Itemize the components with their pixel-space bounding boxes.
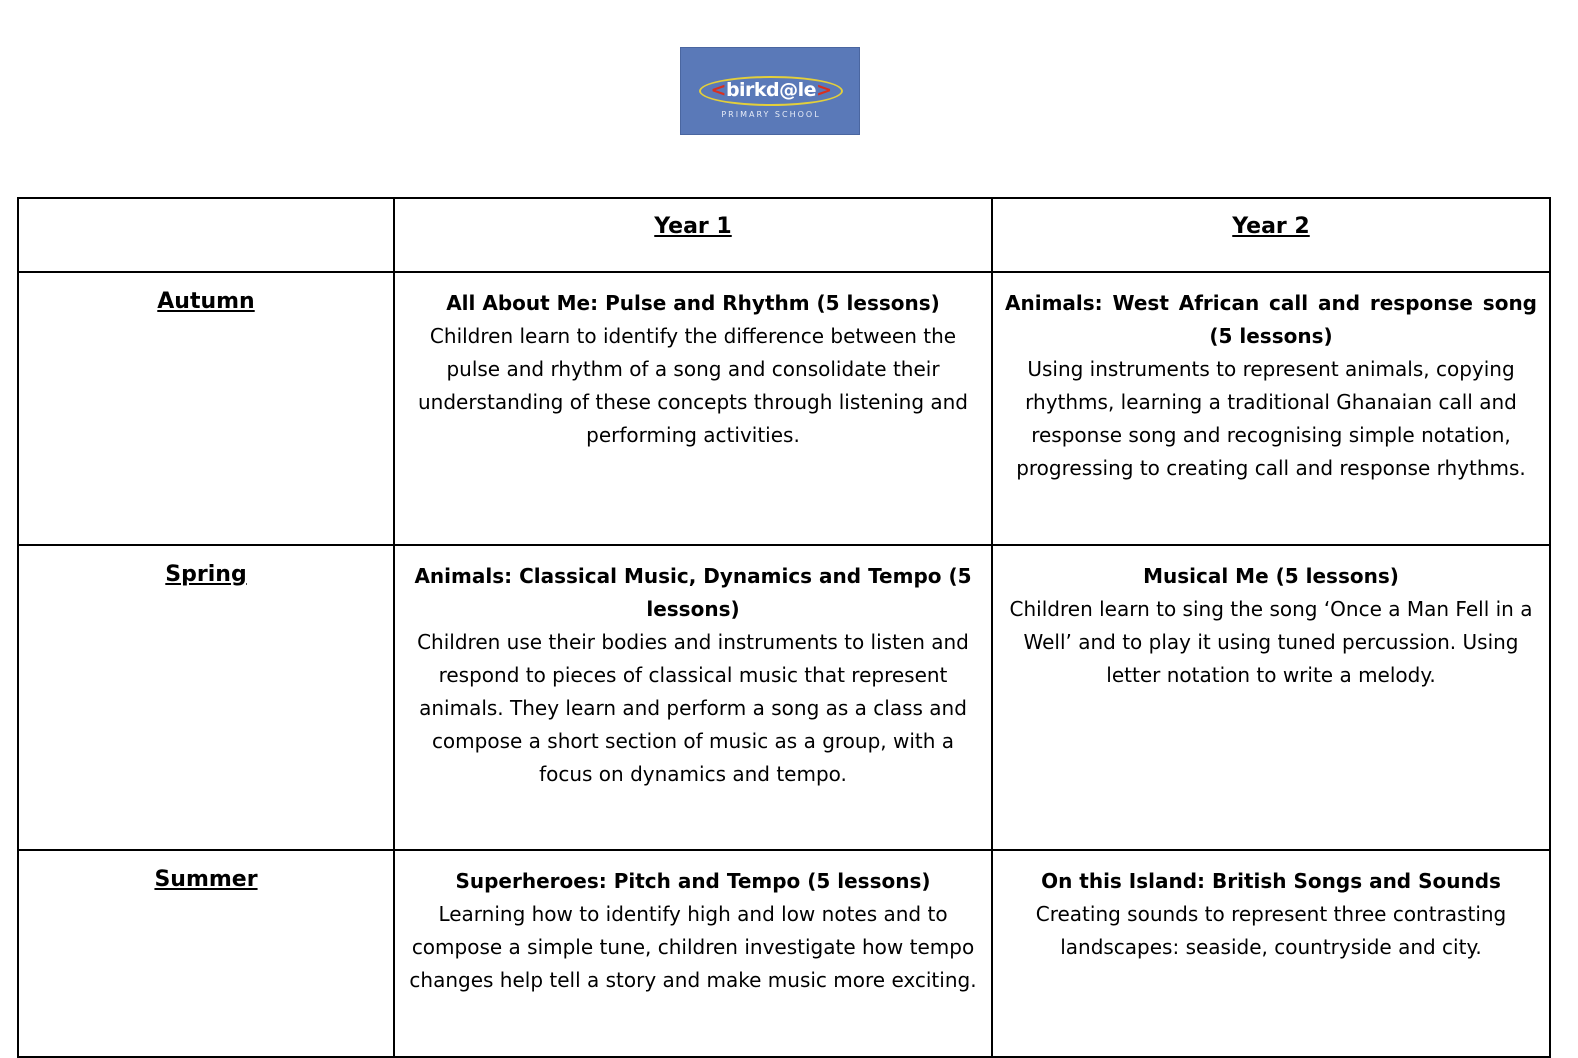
unit-title: Animals: West African call and response song (5 lessons) [1005,291,1537,348]
table-row-autumn [18,272,1550,545]
curriculum-table [17,197,1551,1058]
term-label-summer: Summer [18,850,394,1057]
logo-bracket-close: > [816,79,832,101]
header-row [18,198,1550,272]
column-header-year-2: Year 2 [992,198,1550,272]
unit-cell-summer-year-2 [992,850,1550,1057]
unit-description: Learning how to identify high and low notes and to compose a simple tune, children investigate how tempo changes help tell a story and make music more exciting. [409,902,977,992]
unit-description: Using instruments to represent animals, copying rhythms, learning a traditional Ghanaian call and response song and recognising simple notation, progressing to creating call and response rhythms. [1016,357,1526,480]
unit-cell-spring-year-2 [992,545,1550,850]
unit-title: Animals: Classical Music, Dynamics and Tempo (5 lessons) [414,564,972,621]
unit-title: Musical Me (5 lessons) [1143,564,1399,588]
unit-description: Creating sounds to represent three contrasting landscapes: seaside, countryside and city. [1035,902,1507,959]
unit-title: All About Me: Pulse and Rhythm (5 lessons) [446,291,940,315]
unit-cell-summer-year-1 [394,850,992,1057]
school-logo [680,47,860,135]
term-label-autumn: Autumn [18,272,394,545]
corner-cell [18,198,394,272]
table-row-spring [18,545,1550,850]
logo-subtitle: PRIMARY SCHOOL [721,110,821,119]
column-header-year-1: Year 1 [394,198,992,272]
logo-wordmark [681,77,861,103]
unit-title: Superheroes: Pitch and Tempo (5 lessons) [455,869,931,893]
unit-cell-spring-year-1 [394,545,992,850]
unit-cell-autumn-year-1 [394,272,992,545]
unit-description: Children learn to sing the song ‘Once a Man Fell in a Well’ and to play it using tuned percussion. Using letter notation to write a melody. [1009,597,1533,687]
table-row-summer [18,850,1550,1057]
logo-bracket-open: < [710,79,726,101]
unit-cell-autumn-year-2 [992,272,1550,545]
unit-title: On this Island: British Songs and Sounds [1041,869,1501,893]
logo-name-text: birkd@le [725,79,817,101]
term-label-spring: Spring [18,545,394,850]
unit-description: Children learn to identify the difference between the pulse and rhythm of a song and consolidate their understanding of these concepts through listening and performing activities. [417,324,969,447]
unit-description: Children use their bodies and instruments to listen and respond to pieces of classical music that represent animals. They learn and perform a song as a class and compose a short section of music as a group, with a focus on dynamics and tempo. [417,630,969,786]
